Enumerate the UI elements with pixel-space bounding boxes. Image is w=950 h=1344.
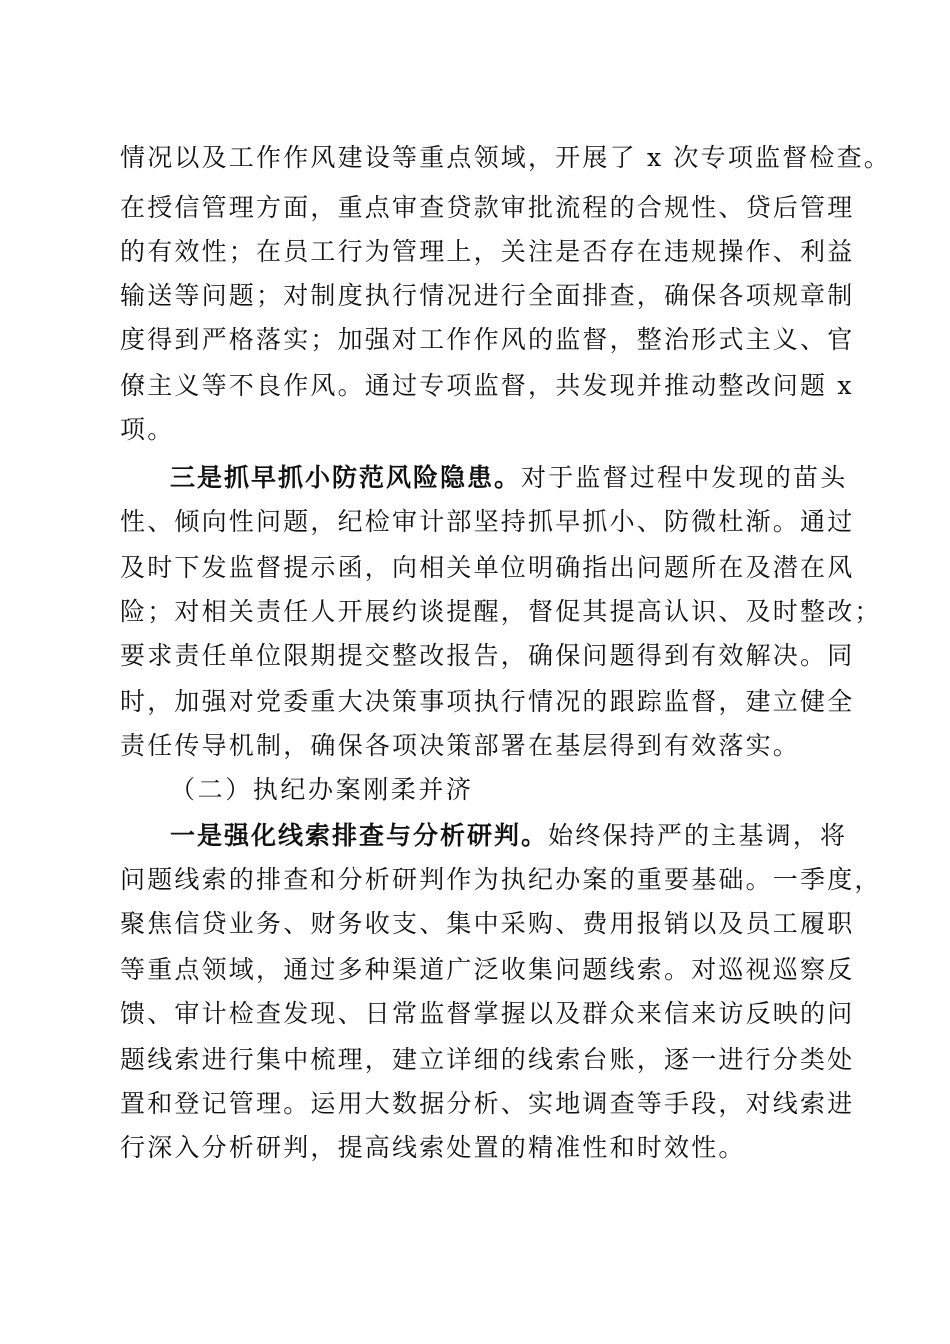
paragraph-line: 题线索进行集中梳理，建立详细的线索台账，逐一进行分类处 (120, 1045, 855, 1074)
paragraph-first-line (170, 456, 847, 500)
paragraph-lead-phrase: 三是抓早抓小防范风险隐患。 (170, 463, 522, 492)
paragraph-lead-phrase: 一是强化线索排查与分析研判。 (170, 821, 549, 850)
paragraph-first-line (170, 814, 847, 858)
section-heading: （二）执纪办案刚柔并济 (170, 775, 474, 804)
paragraph-line: 聚焦信贷业务、财务收支、集中采购、费用报销以及员工履职 (120, 909, 855, 938)
paragraph-line: 馈、审计检查发现、日常监督掌握以及群众来信来访反映的问 (120, 999, 855, 1028)
paragraph-line: 险；对相关责任人开展约谈提醒，督促其提高认识、及时整改； (120, 597, 882, 626)
paragraph-line: 等重点领域，通过多种渠道广泛收集问题线索。对巡视巡察反 (120, 955, 855, 984)
paragraph-line: 要求责任单位限期提交整改报告，确保问题得到有效解决。同 (120, 641, 855, 670)
paragraph-line: 输送等问题；对制度执行情况进行全面排查，确保各项规章制 (120, 281, 855, 310)
paragraph-line: 行深入分析研判，提高线索处置的精准性和时效性。 (120, 1133, 746, 1162)
paragraph-line: 项。 (120, 415, 175, 444)
paragraph-text: 对于监督过程中发现的苗头 (521, 463, 848, 492)
paragraph-line: 度得到严格落实；加强对工作作风的监督，整治形式主义、官 (120, 325, 855, 354)
paragraph-line: 及时下发监督提示函，向相关单位明确指出问题所在及潜在风 (120, 553, 855, 582)
paragraph-line: 的有效性；在员工行为管理上，关注是否存在违规操作、利益 (120, 237, 855, 266)
paragraph-line: 时，加强对党委重大决策事项执行情况的跟踪监督，建立健全 (120, 687, 855, 716)
paragraph-line: 情况以及工作作风建设等重点领域，开展了 x 次专项监督检查。 (120, 143, 891, 172)
paragraph-text: 始终保持严的主基调，将 (548, 821, 848, 850)
paragraph-line: 置和登记管理。运用大数据分析、实地调查等手段，对线索进 (120, 1089, 855, 1118)
paragraph-line: 在授信管理方面，重点审查贷款审批流程的合规性、贷后管理 (120, 193, 855, 222)
paragraph-line: 性、倾向性问题，纪检审计部坚持抓早抓小、防微杜渐。通过 (120, 507, 855, 536)
paragraph-line: 责任传导机制，确保各项决策部署在基层得到有效落实。 (120, 731, 801, 760)
paragraph-line: 僚主义等不良作风。通过专项监督，共发现并推动整改问题 x (120, 371, 854, 400)
paragraph-line: 问题线索的排查和分析研判作为执纪办案的重要基础。一季度， (120, 865, 882, 894)
